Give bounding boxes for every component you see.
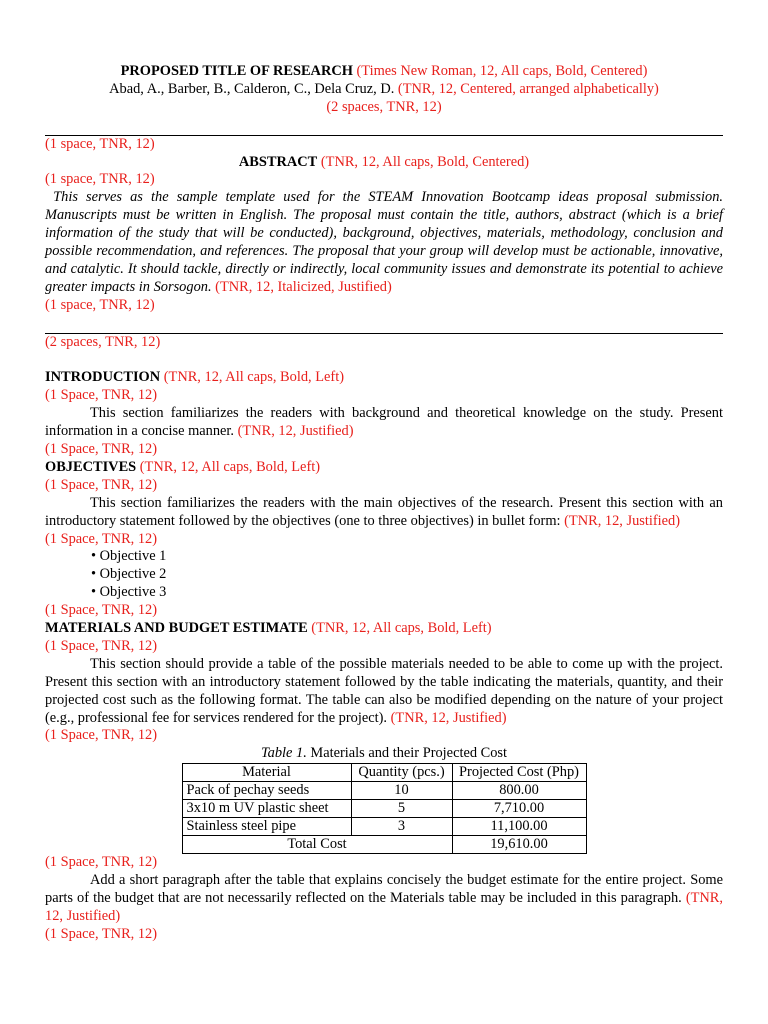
column-header-quantity: Quantity (pcs.) [351,764,452,782]
objectives-heading-note: (TNR, 12, All caps, Bold, Left) [136,458,321,475]
quantity-cell: 3 [351,818,452,836]
abstract-heading-note: (TNR, 12, All caps, Bold, Centered) [317,153,530,170]
spacing-note: (1 Space, TNR, 12) [45,727,158,744]
quantity-cell: 5 [351,800,452,818]
material-cell: Stainless steel pipe [182,818,351,836]
cost-cell: 11,100.00 [452,818,586,836]
abstract-heading: ABSTRACT [238,153,318,170]
introduction-heading: INTRODUCTION [45,369,161,386]
objectives-paragraph [45,494,727,531]
objective-bullet: • Objective 2 [91,566,167,583]
budget-paragraph [45,872,727,926]
column-header-cost: Projected Cost (Php) [452,764,586,782]
spacing-note: (2 spaces, TNR, 12) [326,98,442,115]
introduction-paragraph [45,405,727,441]
objective-bullet: • Objective 1 [91,548,167,565]
table-total-row [182,836,586,854]
introduction-heading-line [45,369,723,387]
objectives-body: This section familiarizes the readers with the main objectives of the research. Present this section with an introductory statement followed by the objectives (one to three objectives) in bullet form: [45,494,727,529]
cost-cell: 7,710.00 [452,800,586,818]
introduction-heading-note: (TNR, 12, All caps, Bold, Left) [160,369,344,386]
table-caption [45,745,723,763]
table-header-row [182,764,586,782]
spacing-note: (1 Space, TNR, 12) [45,602,158,619]
materials-heading: MATERIALS AND BUDGET ESTIMATE [45,620,308,637]
title-line [45,63,723,81]
abstract-heading-line [45,154,723,172]
total-label: Total Cost [182,836,452,854]
spacing-note: (1 Space, TNR, 12) [45,387,158,404]
spacing-note: (1 Space, TNR, 12) [45,925,158,942]
authors-line [45,81,723,99]
spacing-note: (2 spaces, TNR, 12) [45,333,161,350]
materials-heading-line [45,620,723,638]
spacing-note: (1 space, TNR, 12) [45,135,155,152]
authors-format-note: (TNR, 12, Centered, arranged alphabetically) [394,80,659,97]
materials-paragraph [45,655,727,728]
budget-body-note: (TNR, 12, Justified) [45,890,727,925]
introduction-body-note: (TNR, 12, Justified) [234,423,354,440]
objectives-heading-line [45,459,723,477]
materials-heading-note: (TNR, 12, All caps, Bold, Left) [307,620,492,637]
cost-cell: 800.00 [452,782,586,800]
total-value: 19,610.00 [452,836,586,854]
material-cell: 3x10 m UV plastic sheet [182,800,351,818]
budget-body: Add a short paragraph after the table that explains concisely the budget estimate for the entire project. Some parts of the budget that are not necessarily reflected on the Materials table may be included in this paragraph. [45,872,727,907]
material-cell: Pack of pechay seeds [182,782,351,800]
quantity-cell: 10 [351,782,452,800]
table-row [182,782,586,800]
title-format-note: (Times New Roman, 12, All caps, Bold, Centered) [352,63,648,79]
objectives-body-note: (TNR, 12, Justified) [560,512,681,529]
research-title: PROPOSED TITLE OF RESEARCH [120,63,353,79]
introduction-body: This section familiarizes the readers with background and theoretical knowledge on the study. Present information in a concise manner. [45,405,727,440]
spacing-note: (1 Space, TNR, 12) [45,637,158,654]
abstract-body-note: (TNR, 12, Italicized, Justified) [211,278,392,295]
abstract-body: This serves as the sample template used for the STEAM Innovation Bootcamp ideas proposal submission. Manuscripts must be written in English. The proposal must contain the title, authors, abstract (which is a brief information of the study that will be conducted), background, objectives, materials, methodology, conclusion and possible recommendation, and references. The proposal that your group will develop must be actionable, innovative, and catalytic. It should tackle, directly or indirectly, local community issues and demonstrate its potential to achieve greater impacts in Sorsogon. [45,189,727,295]
objective-bullet: • Objective 3 [91,584,167,601]
spacing-note: (1 Space, TNR, 12) [45,440,158,457]
authors: Abad, A., Barber, B., Calderon, C., Dela Cruz, D. [109,80,395,97]
objectives-heading: OBJECTIVES [45,458,137,475]
spacing-note: (1 Space, TNR, 12) [45,476,158,493]
table-caption-text: Materials and their Projected Cost [306,745,508,762]
table-caption-label: Table 1. [260,745,307,762]
spacing-note: (1 space, TNR, 12) [45,296,155,313]
abstract-paragraph [45,189,727,296]
materials-body: This section should provide a table of the possible materials needed to be able to come up with the project. Present this section with an introductory statement followed by the table indicating the materials, quantity, and their projected cost such as the following format. The table can also be modified depending on the nature of your project (e.g., professional fee for services rendered for the project). [45,655,727,726]
spacing-note: (1 Space, TNR, 12) [45,854,158,871]
table-row [182,800,586,818]
materials-table [182,763,587,854]
spacing-note: (1 space, TNR, 12) [45,171,155,188]
spacing-note: (1 Space, TNR, 12) [45,530,158,547]
materials-body-note: (TNR, 12, Justified) [387,709,507,726]
table-row [182,818,586,836]
column-header-material: Material [182,764,351,782]
